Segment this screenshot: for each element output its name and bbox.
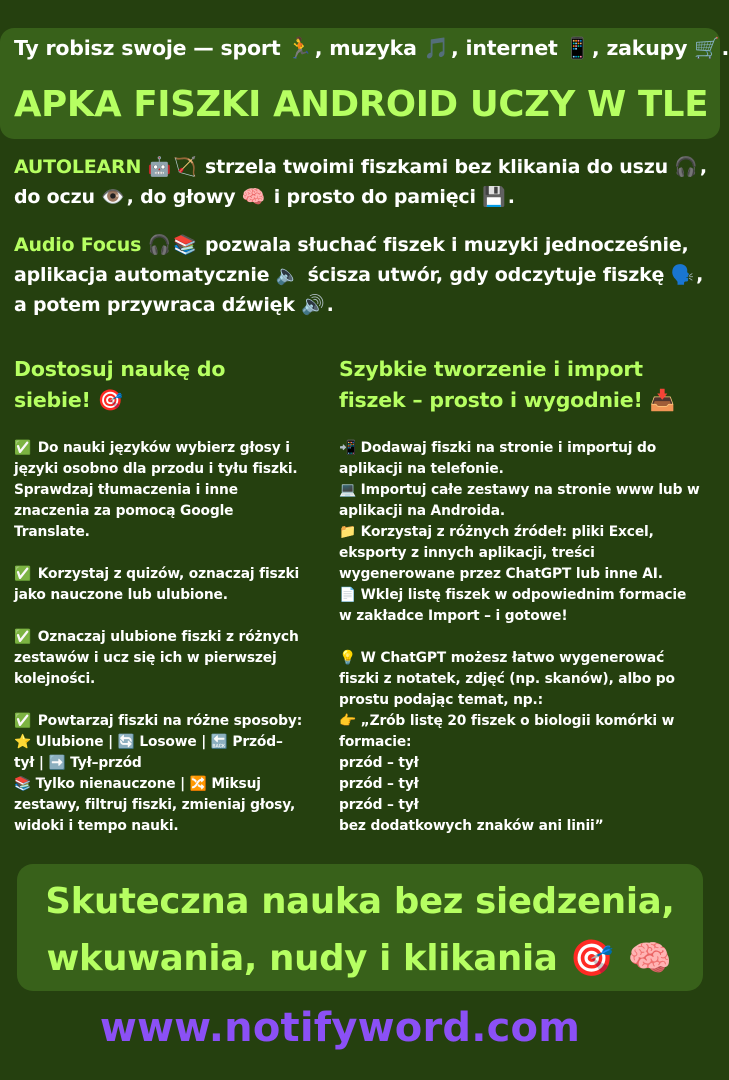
- left-column-title: Dostosuj naukę do siebie! 🎯: [14, 354, 324, 416]
- target-icon: 🎯: [569, 938, 614, 979]
- check-icon: ✅: [14, 440, 32, 456]
- inbox-tray-icon: 📥: [649, 388, 675, 412]
- floppy-disk-icon: 💾: [482, 186, 506, 208]
- eye-icon: 👁️: [101, 186, 125, 208]
- headphones-icon: 🎧: [674, 156, 698, 178]
- speaker-loud-icon: 🔊: [301, 294, 325, 316]
- list-item: 📲 Dodawaj fiszki na stronie i importuj do aplikacji na telefonie. 💻 Importuj całe zestawy na stronie www lub w aplikacji na Androida. 📁 Korzystaj z różnych źródeł: pliki Excel, eksporty z innych aplikacji, treści wygenerowane przez ChatGPT lub inne AI. 📄 Wklej listę fiszek w odpowiednim formacie w zakładce Import – i gotowe!: [339, 440, 700, 624]
- website-link[interactable]: www.notifyword.com: [99, 1005, 581, 1051]
- list-item: ✅ Do nauki języków wybierz głosy i języki osobno dla przodu i tyłu fiszki. Sprawdzaj tłumaczenia i inne znaczenia za pomocą Google Translate.: [14, 440, 298, 540]
- audio-focus-paragraph: Audio Focus 🎧 📚 pozwala słuchać fiszek i muzyki jednocześnie, aplikacja automatycznie 🔈 ścisza utwór, gdy odczytuje fiszkę 🗣️ , a potem przywraca dźwięk 🔊 .: [14, 230, 710, 320]
- runner-icon: 🏃: [287, 36, 313, 60]
- check-icon: ✅: [14, 713, 32, 729]
- autolearn-paragraph: AUTOLEARN 🤖 🏹 strzela twoimi fiszkami bez klikania do uszu 🎧 , do oczu 👁️ , do głowy 🧠 i prosto do pamięci 💾 .: [14, 152, 710, 212]
- page-title: APKA FISZKI ANDROID UCZY W TLE: [14, 84, 709, 125]
- brain-icon: 🧠: [241, 186, 266, 208]
- headphones-icon: 🎧: [147, 234, 172, 256]
- check-icon: ✅: [14, 566, 32, 582]
- check-icon: ✅: [14, 629, 32, 645]
- left-column-body: [14, 438, 324, 858]
- phone-icon: 📱: [564, 36, 590, 60]
- footer-slogan: Skuteczna nauka bez siedzenia, wkuwania, nudy i klikania 🎯 🧠: [17, 873, 703, 987]
- tagline: Ty robisz swoje — sport 🏃, muzyka 🎵, internet 📱, zakupy 🛒.: [14, 36, 729, 60]
- list-item: ✅ Oznaczaj ulubione fiszki z różnych zestawów i ucz się ich w pierwszej kolejności.: [14, 629, 299, 687]
- list-item: ✅ Korzystaj z quizów, oznaczaj fiszki jako nauczone lub ulubione.: [14, 566, 300, 603]
- brain-icon: 🧠: [627, 938, 672, 979]
- right-column-body: [339, 438, 711, 858]
- speaker-low-icon: 🔈: [275, 264, 300, 286]
- robot-icon: 🤖: [147, 156, 172, 178]
- cart-icon: 🛒: [694, 36, 720, 60]
- list-item: ✅ Powtarzaj fiszki na różne sposoby: ⭐ Ulubione | 🔄 Losowe | 🔙 Przód– tył | ➡️ Tył–przód 📚 Tylko nienauczone | 🔀 Miksuj zestawy, filtruj fiszki, zmieniaj głosy, widoki i tempo nauki.: [14, 713, 303, 834]
- bow-arrow-icon: 🏹: [173, 156, 197, 178]
- speaking-head-icon: 🗣️: [670, 264, 695, 286]
- target-icon: 🎯: [97, 388, 123, 412]
- list-item: 💡 W ChatGPT możesz łatwo wygenerować fiszki z notatek, zdjęć (np. skanów), albo po prostu podając temat, np.: 👉 „Zrób listę 20 fiszek o biologii komórki w formacie: przód – tył przód – tył przód – tył bez dodatkowych znaków ani linii”: [339, 650, 675, 834]
- right-column-title: Szybkie tworzenie i import fiszek – prosto i wygodnie! 📥: [339, 354, 711, 416]
- music-note-icon: 🎵: [423, 36, 449, 60]
- autolearn-label: AUTOLEARN: [14, 156, 142, 178]
- audio-focus-label: Audio Focus: [14, 234, 142, 256]
- books-icon: 📚: [173, 234, 197, 256]
